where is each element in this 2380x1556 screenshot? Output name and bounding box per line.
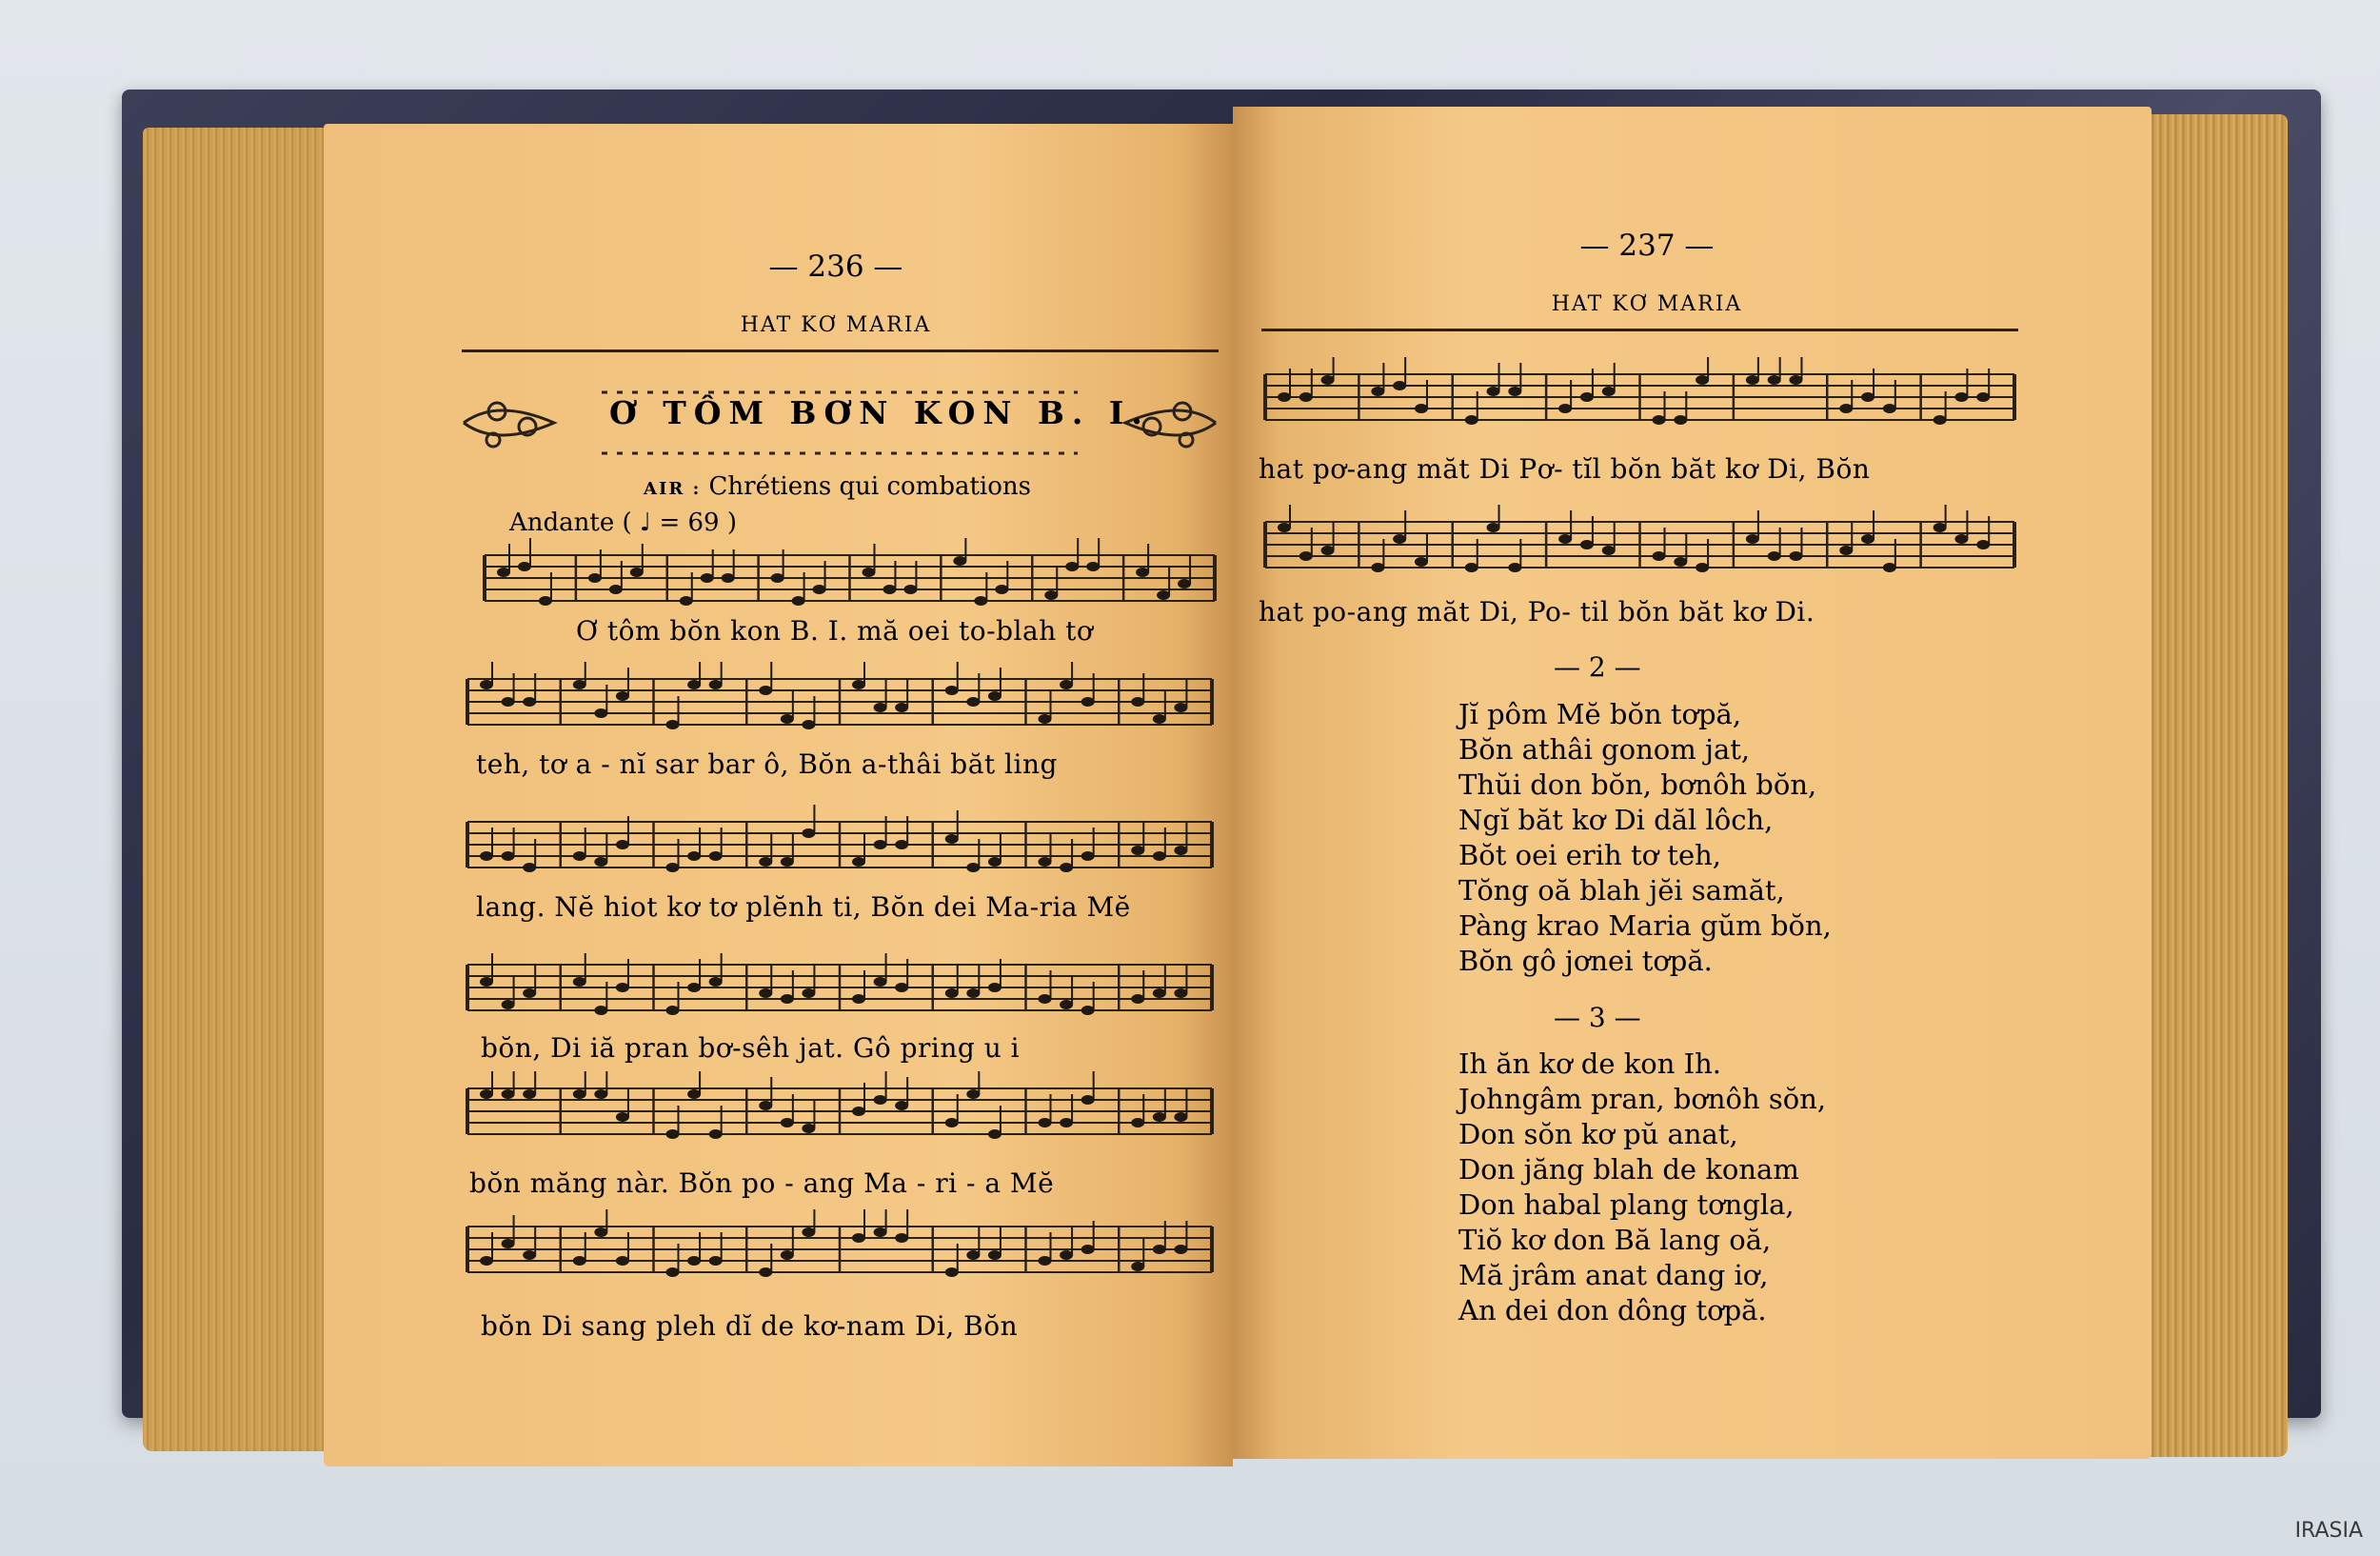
note-head <box>666 1006 680 1015</box>
note-head <box>1674 557 1687 567</box>
note-head <box>709 977 723 987</box>
note-head <box>687 1256 701 1266</box>
left-header-rule <box>462 349 1219 352</box>
left-page-number: — 236 — <box>768 249 903 284</box>
note-head <box>1487 387 1500 396</box>
note-head <box>1508 563 1521 572</box>
note-head <box>966 863 980 872</box>
note-head <box>594 708 607 718</box>
note-head <box>1039 1118 1052 1127</box>
note-head <box>1393 381 1406 390</box>
music-staff-left-3 <box>464 805 1216 890</box>
note-head <box>759 1267 772 1277</box>
note-head <box>802 1124 815 1133</box>
note-head <box>1861 534 1874 544</box>
note-head <box>630 568 644 577</box>
note-head <box>759 988 772 998</box>
note-head <box>1131 1262 1144 1271</box>
note-head <box>497 568 510 577</box>
note-head <box>1153 851 1166 861</box>
note-head <box>1060 1250 1073 1260</box>
note-head <box>709 680 723 689</box>
note-head <box>759 686 772 695</box>
note-head <box>974 596 987 606</box>
note-head <box>666 1267 680 1277</box>
note-head <box>687 1089 701 1099</box>
page-edges-right <box>2140 114 2288 1457</box>
note-head <box>792 596 805 606</box>
note-head <box>539 596 552 606</box>
note-head <box>1153 1245 1166 1254</box>
note-head <box>1060 1118 1073 1127</box>
note-head <box>852 680 865 689</box>
note-head <box>480 977 493 987</box>
music-staff-left-2 <box>464 662 1216 748</box>
verse-line: Don jăng blah de konam <box>1458 1153 1799 1186</box>
note-head <box>781 1118 794 1127</box>
note-head <box>687 983 701 992</box>
note-head <box>480 1256 493 1266</box>
note-head <box>852 857 865 867</box>
note-head <box>1934 415 1947 425</box>
air-label: AIR : <box>644 479 702 499</box>
note-head <box>781 857 794 867</box>
note-head <box>802 988 815 998</box>
note-head <box>771 573 784 583</box>
note-head <box>594 1227 607 1237</box>
note-head <box>966 1089 980 1099</box>
note-head <box>1465 563 1478 572</box>
note-head <box>523 697 536 707</box>
music-staff-right-1 <box>1261 357 2018 443</box>
note-head <box>687 851 701 861</box>
note-head <box>953 556 966 566</box>
note-head <box>966 697 980 707</box>
air-note <box>644 472 1031 501</box>
note-head <box>1174 1112 1187 1122</box>
note-head <box>1278 392 1291 402</box>
note-head <box>1789 375 1802 385</box>
note-head <box>1299 392 1313 402</box>
note-head <box>1065 562 1079 571</box>
note-head <box>895 1101 908 1110</box>
note-head <box>523 1250 536 1260</box>
note-head <box>680 596 693 606</box>
music-staff-left-4 <box>464 948 1216 1033</box>
verse-line: Don habal plang tơngla, <box>1458 1188 1795 1221</box>
note-head <box>502 1089 515 1099</box>
note-head <box>588 573 602 583</box>
note-head <box>1081 1006 1095 1015</box>
note-head <box>781 714 794 724</box>
note-head <box>1602 546 1616 555</box>
verse-line: Thŭi don bŏn, bơnôh bŏn, <box>1458 768 1817 801</box>
lyric-line-left-4: bŏn, Di iă pran bơ-sêh jat. Gô pring u i <box>481 1032 1021 1064</box>
note-head <box>1174 1245 1187 1254</box>
right-running-head: HAT KƠ MARIA <box>1551 292 1743 316</box>
note-head <box>1153 1112 1166 1122</box>
note-head <box>1508 387 1521 396</box>
note-head <box>594 1089 607 1099</box>
lyric-line-left-5: bŏn măng nàr. Bŏn po - ang Ma - ri - a Mĕ <box>469 1167 1055 1199</box>
note-head <box>502 697 515 707</box>
verse-line: Bŏn athâi gonom jat, <box>1458 733 1751 766</box>
note-head <box>1954 392 1968 402</box>
note-head <box>1086 562 1100 571</box>
note-head <box>666 720 680 729</box>
verse-line: Tiŏ kơ don Bă lang oă, <box>1458 1224 1772 1256</box>
note-head <box>895 1233 908 1243</box>
note-head <box>480 851 493 861</box>
note-head <box>666 1129 680 1139</box>
note-head <box>1415 404 1428 413</box>
verse-line: Pàng krao Maria gŭm bŏn, <box>1458 909 1832 942</box>
note-head <box>781 1250 794 1260</box>
note-head <box>1558 534 1572 544</box>
air-text: Chrétiens qui combations <box>708 472 1031 501</box>
note-head <box>1153 988 1166 998</box>
note-head <box>1580 540 1594 549</box>
note-head <box>573 851 586 861</box>
note-head <box>480 1089 493 1099</box>
verse-line: Bŏt oei erih tơ teh, <box>1458 839 1721 871</box>
note-head <box>802 720 815 729</box>
lyric-line-right-2: hat po-ang măt Di, Po- til bŏn băt kơ Di. <box>1259 596 1815 628</box>
lyric-line-left-3: lang. Nĕ hiot kơ tơ plĕnh ti, Bŏn dei Ma-ria Mĕ <box>476 891 1131 923</box>
note-head <box>502 851 515 861</box>
note-head <box>1278 523 1291 532</box>
watermark: IRASIA <box>2294 1519 2363 1543</box>
note-head <box>1039 714 1052 724</box>
note-head <box>523 988 536 998</box>
note-head <box>1299 551 1313 561</box>
note-head <box>594 1006 607 1015</box>
note-head <box>1746 534 1759 544</box>
note-head <box>988 1129 1002 1139</box>
note-head <box>883 585 896 594</box>
note-head <box>1039 1256 1052 1266</box>
note-head <box>1696 375 1709 385</box>
note-head <box>1976 540 1990 549</box>
note-head <box>1321 375 1335 385</box>
note-head <box>1934 523 1947 532</box>
note-head <box>966 1250 980 1260</box>
note-head <box>1060 680 1073 689</box>
lyric-line-left-6: bŏn Di sang pleh dĭ de kơ-nam Di, Bŏn <box>481 1310 1019 1342</box>
note-head <box>874 1095 887 1105</box>
verse-line: Don sŏn kơ pŭ anat, <box>1458 1118 1738 1150</box>
note-head <box>895 840 908 849</box>
note-head <box>523 863 536 872</box>
music-staff-left-5 <box>464 1071 1216 1157</box>
note-head <box>1174 846 1187 855</box>
note-head <box>1883 404 1896 413</box>
note-head <box>1131 994 1144 1004</box>
note-head <box>616 983 629 992</box>
note-head <box>1954 534 1968 544</box>
note-head <box>1321 546 1335 555</box>
note-head <box>895 703 908 712</box>
note-head <box>609 585 623 594</box>
note-head <box>945 1118 959 1127</box>
note-head <box>1081 1245 1095 1254</box>
note-head <box>1178 579 1191 588</box>
note-head <box>1487 523 1500 532</box>
note-head <box>852 1233 865 1243</box>
verse-line: Ih ăn kơ de kon Ih. <box>1458 1047 1722 1080</box>
note-head <box>1839 546 1853 555</box>
note-head <box>1081 851 1095 861</box>
note-head <box>1131 697 1144 707</box>
note-head <box>523 1089 536 1099</box>
note-head <box>1602 387 1616 396</box>
note-head <box>709 1129 723 1139</box>
note-head <box>813 585 826 594</box>
note-head <box>1653 551 1666 561</box>
note-head <box>1157 590 1170 600</box>
note-head <box>781 994 794 1004</box>
lyric-line-right-1: hat pơ-ang măt Di Pơ- tĭl bŏn băt kơ Di, Bŏn <box>1259 453 1871 485</box>
right-header-rule <box>1261 329 2018 331</box>
note-head <box>518 562 531 571</box>
note-head <box>874 840 887 849</box>
note-head <box>594 857 607 867</box>
note-head <box>1044 590 1058 600</box>
note-head <box>1580 392 1594 402</box>
note-head <box>863 568 876 577</box>
note-head <box>1060 1000 1073 1009</box>
note-head <box>1039 994 1052 1004</box>
note-head <box>502 1239 515 1248</box>
note-head <box>1136 568 1149 577</box>
note-head <box>1653 415 1666 425</box>
note-head <box>573 1256 586 1266</box>
note-head <box>1174 988 1187 998</box>
note-head <box>802 1227 815 1237</box>
note-head <box>1768 375 1781 385</box>
lyric-line-left-1: Ơ tôm bŏn kon B. I. mă oei to-blah tơ <box>576 615 1094 647</box>
note-head <box>988 1250 1002 1260</box>
note-head <box>616 1112 629 1122</box>
note-head <box>988 691 1002 701</box>
note-head <box>966 988 980 998</box>
note-head <box>1789 551 1802 561</box>
note-head <box>701 573 714 583</box>
note-head <box>1415 557 1428 567</box>
note-head <box>945 1267 959 1277</box>
note-head <box>988 857 1002 867</box>
note-head <box>1060 863 1073 872</box>
note-head <box>1746 375 1759 385</box>
note-head <box>945 834 959 844</box>
note-head <box>709 1256 723 1266</box>
music-staff-right-2 <box>1261 505 2018 590</box>
verse-line: Jĭ pôm Mĕ bŏn tơpă, <box>1458 698 1742 730</box>
note-head <box>1393 534 1406 544</box>
note-head <box>722 573 735 583</box>
note-head <box>709 851 723 861</box>
music-staff-left-1 <box>481 538 1219 624</box>
note-head <box>895 983 908 992</box>
note-head <box>1883 563 1896 572</box>
note-head <box>1131 846 1144 855</box>
note-head <box>1976 392 1990 402</box>
note-head <box>1696 563 1709 572</box>
note-head <box>616 1256 629 1266</box>
note-head <box>666 863 680 872</box>
note-head <box>687 680 701 689</box>
note-head <box>1558 404 1572 413</box>
music-staff-left-6 <box>464 1209 1216 1295</box>
note-head <box>616 691 629 701</box>
note-head <box>988 983 1002 992</box>
note-head <box>759 857 772 867</box>
note-head <box>1153 714 1166 724</box>
lyric-line-left-2: teh, tơ a - nĭ sar bar ô, Bŏn a-thâi băt ling <box>476 748 1058 780</box>
note-head <box>852 994 865 1004</box>
note-head <box>1839 404 1853 413</box>
verse-line: Ngĭ băt kơ Di dăl lôch, <box>1458 804 1774 836</box>
verse-line: An dei don dông tơpă. <box>1458 1294 1767 1327</box>
note-head <box>573 1089 586 1099</box>
verse-line: Bŏn gô jơnei tơpă. <box>1458 945 1713 977</box>
note-head <box>1174 703 1187 712</box>
verse-line: Tŏng oă blah jĕi samăt, <box>1458 874 1785 907</box>
note-head <box>573 680 586 689</box>
note-head <box>1371 387 1384 396</box>
note-head <box>1371 563 1384 572</box>
note-head <box>1768 551 1781 561</box>
note-head <box>502 1000 515 1009</box>
note-head <box>874 703 887 712</box>
note-head <box>995 585 1008 594</box>
note-head <box>874 977 887 987</box>
note-head <box>1861 392 1874 402</box>
song-title: Ơ TÔM BƠN KON B. I. <box>609 394 1150 431</box>
right-page-number: — 237 — <box>1579 229 1715 263</box>
note-head <box>802 828 815 838</box>
note-head <box>874 1227 887 1237</box>
note-head <box>1081 1095 1095 1105</box>
note-head <box>945 988 959 998</box>
note-head <box>616 840 629 849</box>
verse-3-heading: — 3 — <box>1554 1002 1641 1033</box>
verse-2-heading: — 2 — <box>1554 651 1641 683</box>
note-head <box>903 585 917 594</box>
note-head <box>1465 415 1478 425</box>
left-running-head: HAT KƠ MARIA <box>740 313 932 337</box>
note-head <box>573 977 586 987</box>
note-head <box>1131 1118 1144 1127</box>
note-head <box>1081 697 1095 707</box>
note-head <box>1674 415 1687 425</box>
verse-line: Mă jrâm anat dang iơ, <box>1458 1259 1769 1291</box>
verse-line: Johngâm pran, bơnôh sŏn, <box>1458 1083 1827 1115</box>
page-edges-left <box>143 128 338 1451</box>
tempo-marking: Andante ( ♩ = 69 ) <box>509 509 737 537</box>
note-head <box>1039 857 1052 867</box>
note-head <box>480 680 493 689</box>
note-head <box>759 1101 772 1110</box>
note-head <box>945 686 959 695</box>
note-head <box>852 1107 865 1116</box>
